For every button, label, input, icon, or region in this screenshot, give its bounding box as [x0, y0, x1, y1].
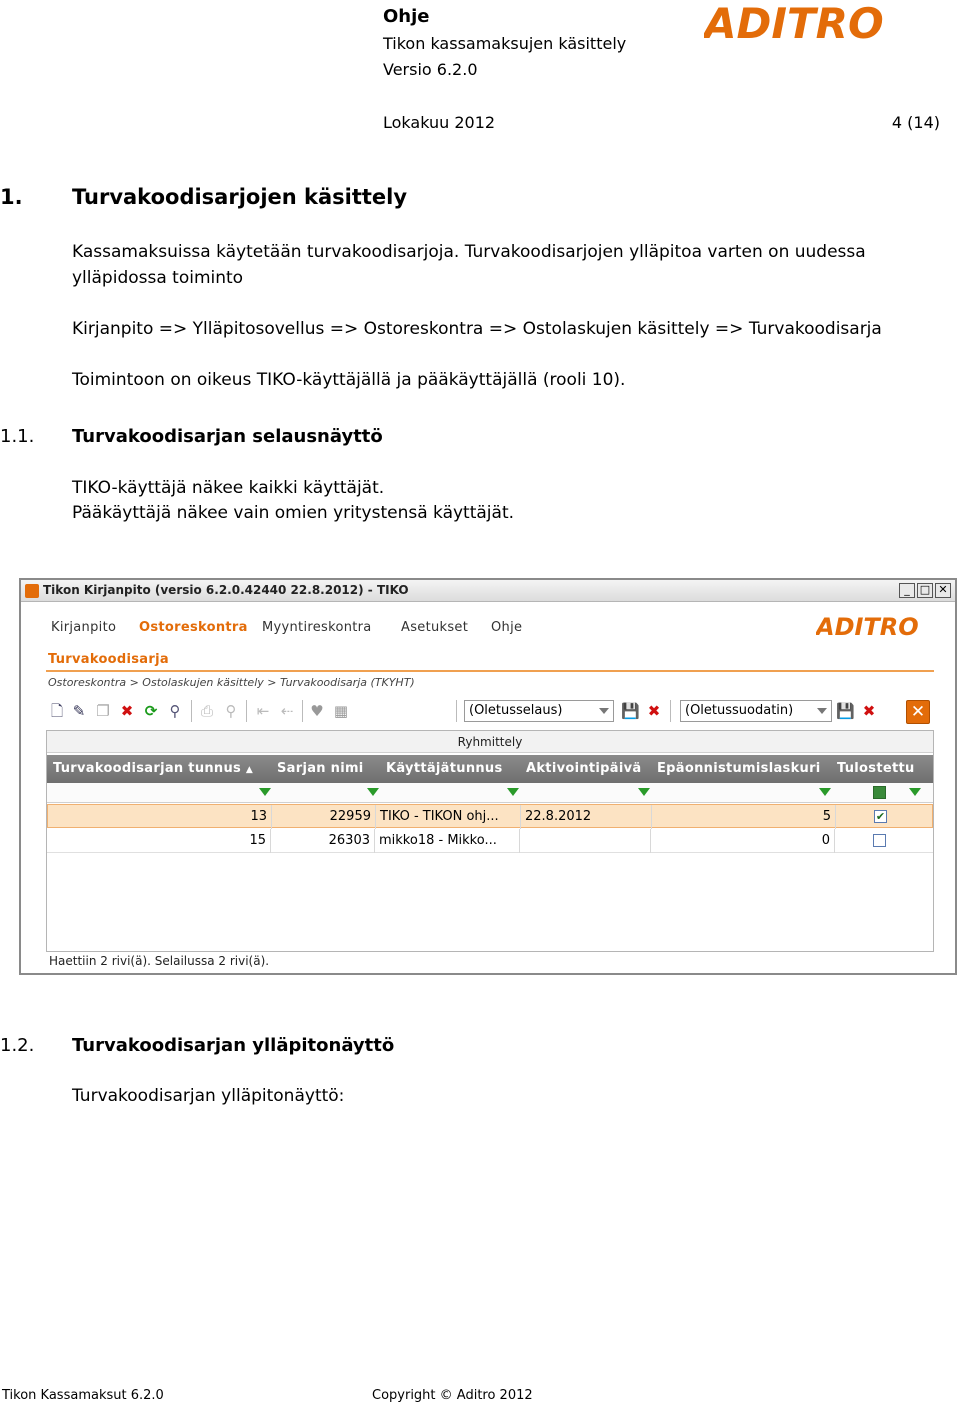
paragraph-line: Pääkäyttäjä näkee vain omien yritystensä käyttäjät.	[72, 503, 515, 523]
search-icon[interactable]: ⚲	[169, 702, 181, 720]
section-number: 1.2.	[0, 1035, 35, 1056]
cell-laskuri: 0	[651, 829, 835, 853]
preview-icon[interactable]: ⚲	[225, 702, 237, 720]
cell-nimi: 22959	[272, 805, 376, 829]
filter-icon[interactable]	[909, 788, 921, 796]
sort-ascending-icon: ▲	[245, 765, 254, 775]
footer-copyright: Copyright © Aditro 2012	[372, 1388, 533, 1403]
menu-path: Kirjanpito => Ylläpitosovellus => Ostoreskontra => Ostolaskujen käsittely => Turvakoodisarja	[72, 319, 882, 339]
section-title: Turvakoodisarjojen käsittely	[72, 185, 408, 209]
delete-icon[interactable]: ✖	[120, 702, 134, 720]
title-underline	[46, 670, 934, 672]
window-title: Tikon Kirjanpito (versio 6.2.0.42440 22.8.2012) - TIKO	[43, 583, 409, 597]
toolbar-separator	[246, 700, 247, 722]
toolbar-separator	[191, 700, 192, 722]
new-icon[interactable]: 🗋	[50, 702, 64, 720]
app-icon	[25, 584, 39, 598]
document-version: Versio 6.2.0	[383, 60, 478, 79]
filter-icon[interactable]	[507, 788, 519, 796]
column-header-tunnus[interactable]	[47, 755, 271, 783]
column-label: Turvakoodisarjan tunnus	[53, 761, 242, 776]
menu-ostoreskontra[interactable]: Ostoreskontra	[139, 620, 248, 635]
table-row[interactable]	[47, 829, 933, 853]
menu-ohje[interactable]: Ohje	[491, 620, 523, 635]
cell-kayttaja: mikko18 - Mikko...	[375, 829, 520, 853]
layout-icon[interactable]: ▦	[333, 702, 349, 720]
filter-row	[47, 783, 933, 803]
section-1-2-heading	[0, 1035, 394, 1056]
cell-tunnus: 15	[47, 829, 271, 853]
section-1-heading	[0, 185, 407, 209]
filter-icon[interactable]	[638, 788, 650, 796]
filter-icon[interactable]	[367, 788, 379, 796]
menu-kirjanpito[interactable]: Kirjanpito	[51, 620, 117, 635]
aditro-logo	[704, 0, 926, 44]
refresh-icon[interactable]: ⟳	[144, 702, 158, 720]
table-row[interactable]	[47, 804, 933, 828]
document-date: Lokakuu 2012	[383, 113, 496, 132]
print-icon[interactable]: ⎙	[200, 702, 213, 720]
save-filter-icon[interactable]: 💾	[836, 702, 855, 720]
save-icon[interactable]: 💾	[621, 702, 640, 720]
column-header-tulostettu[interactable]: Tulostettu	[831, 755, 933, 783]
filter-select[interactable]	[680, 700, 832, 722]
toolbar-separator	[670, 700, 671, 722]
column-header-nimi[interactable]: Sarjan nimi	[271, 755, 380, 783]
app-toolbar	[46, 698, 936, 724]
cell-nimi: 26303	[271, 829, 375, 853]
prev-icon[interactable]: ⇠	[280, 702, 294, 720]
filter-select-value: (Oletussuodatin)	[685, 703, 794, 718]
favorite-icon[interactable]: ♥	[310, 702, 324, 720]
section-title: Turvakoodisarjan ylläpitonäyttö	[72, 1035, 395, 1056]
data-grid	[46, 730, 934, 952]
copy-icon[interactable]: ❐	[96, 702, 110, 720]
column-header-kayttaja[interactable]: Käyttäjätunnus	[380, 755, 520, 783]
filter-checkbox[interactable]	[873, 786, 886, 799]
tulostettu-checkbox-checked[interactable]: ✔	[875, 810, 886, 823]
menu-myyntireskontra[interactable]: Myyntireskontra	[262, 620, 372, 635]
cell-laskuri: 5	[652, 805, 836, 829]
column-header-laskuri[interactable]: Epäonnistumislaskuri	[651, 755, 831, 783]
group-bar[interactable]: Ryhmittely	[47, 731, 933, 753]
section-1-1-heading	[0, 426, 383, 447]
first-icon[interactable]: ⇤	[256, 702, 270, 720]
chevron-down-icon	[599, 708, 609, 714]
delete-view-icon[interactable]: ✖	[647, 702, 661, 720]
svg-text:ADITRO: ADITRO	[816, 613, 919, 638]
cell-pvm	[520, 829, 651, 853]
toolbar-separator	[456, 700, 457, 722]
window-titlebar	[21, 580, 955, 602]
tulostettu-checkbox[interactable]	[873, 834, 886, 847]
paragraph-line: ylläpidossa toiminto	[72, 268, 244, 288]
document-subtitle: Tikon kassamaksujen käsittely	[383, 34, 627, 53]
app-breadcrumb: Ostoreskontra > Ostolaskujen käsittely > Turvakoodisarja (TKYHT)	[48, 676, 415, 689]
menu-asetukset[interactable]: Asetukset	[401, 620, 469, 635]
paragraph-line: Kassamaksuissa käytetään turvakoodisarjoja. Turvakoodisarjojen ylläpitoa varten on uudessa	[72, 242, 866, 262]
toolbar-separator	[302, 700, 303, 722]
svg-text:ADITRO: ADITRO	[704, 0, 884, 44]
cell-kayttaja: TIKO - TIKON ohj...	[376, 805, 521, 829]
minimize-button[interactable]: _	[899, 583, 915, 598]
app-page-title: Turvakoodisarja	[48, 652, 169, 667]
filter-icon[interactable]	[259, 788, 271, 796]
rights-text: Toimintoon on oikeus TIKO-käyttäjällä ja pääkäyttäjällä (rooli 10).	[72, 370, 626, 390]
paragraph-line: Turvakoodisarjan ylläpitonäyttö:	[72, 1086, 345, 1106]
document-type: Ohje	[383, 6, 430, 27]
view-select[interactable]	[464, 700, 614, 722]
section-number: 1.1.	[0, 426, 35, 447]
footer-product: Tikon Kassamaksut 6.2.0	[2, 1388, 164, 1403]
cell-pvm: 22.8.2012	[521, 805, 652, 829]
page-number: 4 (14)	[891, 113, 940, 132]
status-bar: Haettiin 2 rivi(ä). Selailussa 2 rivi(ä).	[49, 954, 270, 968]
paragraph-line: TIKO-käyttäjä näkee kaikki käyttäjät.	[72, 478, 385, 498]
close-window-button[interactable]: ✕	[935, 583, 951, 598]
maximize-button[interactable]: □	[917, 583, 933, 598]
section-title: Turvakoodisarjan selausnäyttö	[72, 426, 383, 447]
filter-icon[interactable]	[819, 788, 831, 796]
section-number: 1.	[0, 185, 23, 209]
app-window	[19, 578, 957, 975]
cell-tunnus: 13	[48, 805, 272, 829]
edit-icon[interactable]: ✎	[72, 702, 86, 720]
column-header-pvm[interactable]: Aktivointipäivä	[520, 755, 651, 783]
view-select-value: (Oletusselaus)	[469, 703, 563, 718]
close-icon[interactable]: ✕	[906, 700, 930, 724]
app-aditro-logo	[816, 612, 936, 638]
chevron-down-icon	[817, 708, 827, 714]
delete-filter-icon[interactable]: ✖	[862, 702, 876, 720]
